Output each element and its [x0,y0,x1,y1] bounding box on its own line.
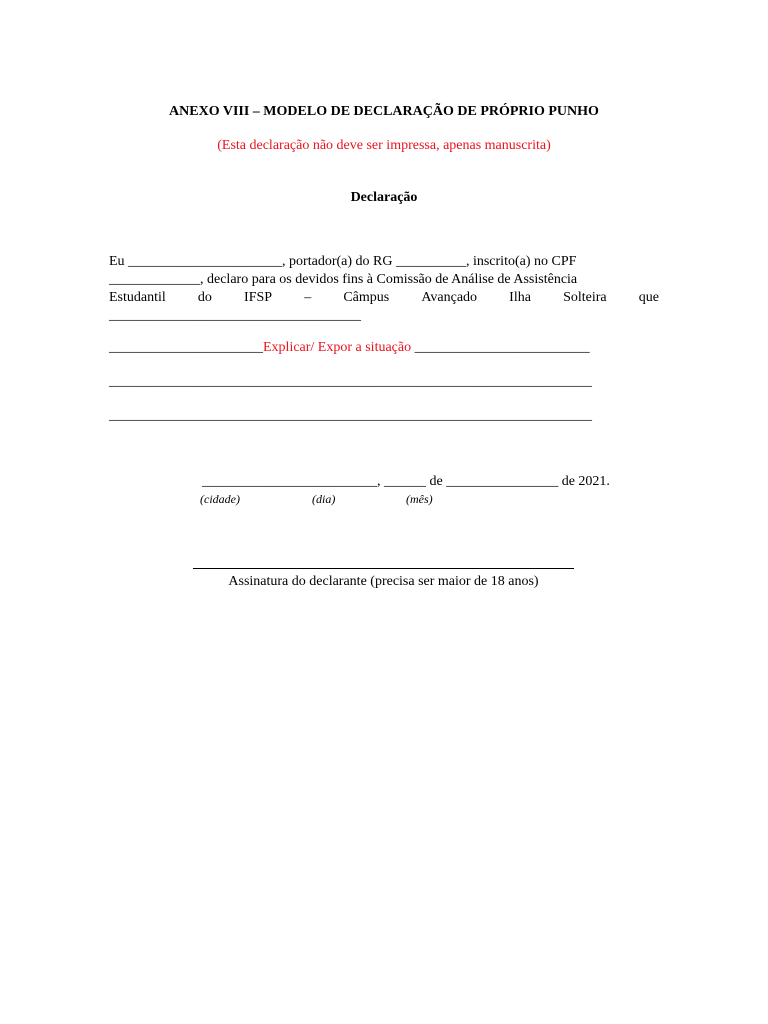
body-line-3-word: – [304,290,312,305]
body-line-3-word: Estudantil [109,290,166,305]
body-line-3-word: Câmpus [343,290,390,305]
document-subtitle: (Esta declaração não deve ser impressa, apenas manuscrita) [217,138,551,153]
body-line-3-word: do [197,290,212,305]
explain-line [109,340,659,356]
date-line: _________________________, ______ de ________________ de 2021. [202,474,610,489]
body-line-3-word: Solteira [563,290,607,305]
blank-line-1: _____________________________________________________________________ [109,374,592,389]
date-label-city: (cidade) [200,492,240,506]
body-line-1-text: Eu ______________________, portador(a) do RG __________, inscrito(a) no CPF [109,254,577,269]
body-line-3-word: Avançado [421,290,478,305]
date-label-day: (dia) [312,492,336,506]
signature-label: Assinatura do declarante (precisa ser maior de 18 anos) [228,574,539,589]
body-line-2: _____________, declaro para os devidos fins à Comissão de Análise de Assistência [109,272,578,287]
signature-line [193,568,574,569]
date-label-month: (mês) [406,492,433,506]
body-line-1 [109,254,659,270]
explain-blank-after: _________________________ [411,340,590,355]
body-line-3-word: Ilha [509,290,531,305]
body-line-3 [109,290,659,306]
blank-line-2: _____________________________________________________________________ [109,408,592,423]
body-line-3-word: IFSP [244,290,273,305]
explain-instruction: Explicar/ Expor a situação [263,340,412,355]
body-line-3-word: que [638,290,659,305]
document-title: ANEXO VIII – MODELO DE DECLARAÇÃO DE PRÓPRIO PUNHO [169,104,599,119]
explain-blank-before: ______________________ [109,340,263,355]
body-line-4: ____________________________________ [109,308,361,323]
declaration-heading: Declaração [350,190,418,205]
